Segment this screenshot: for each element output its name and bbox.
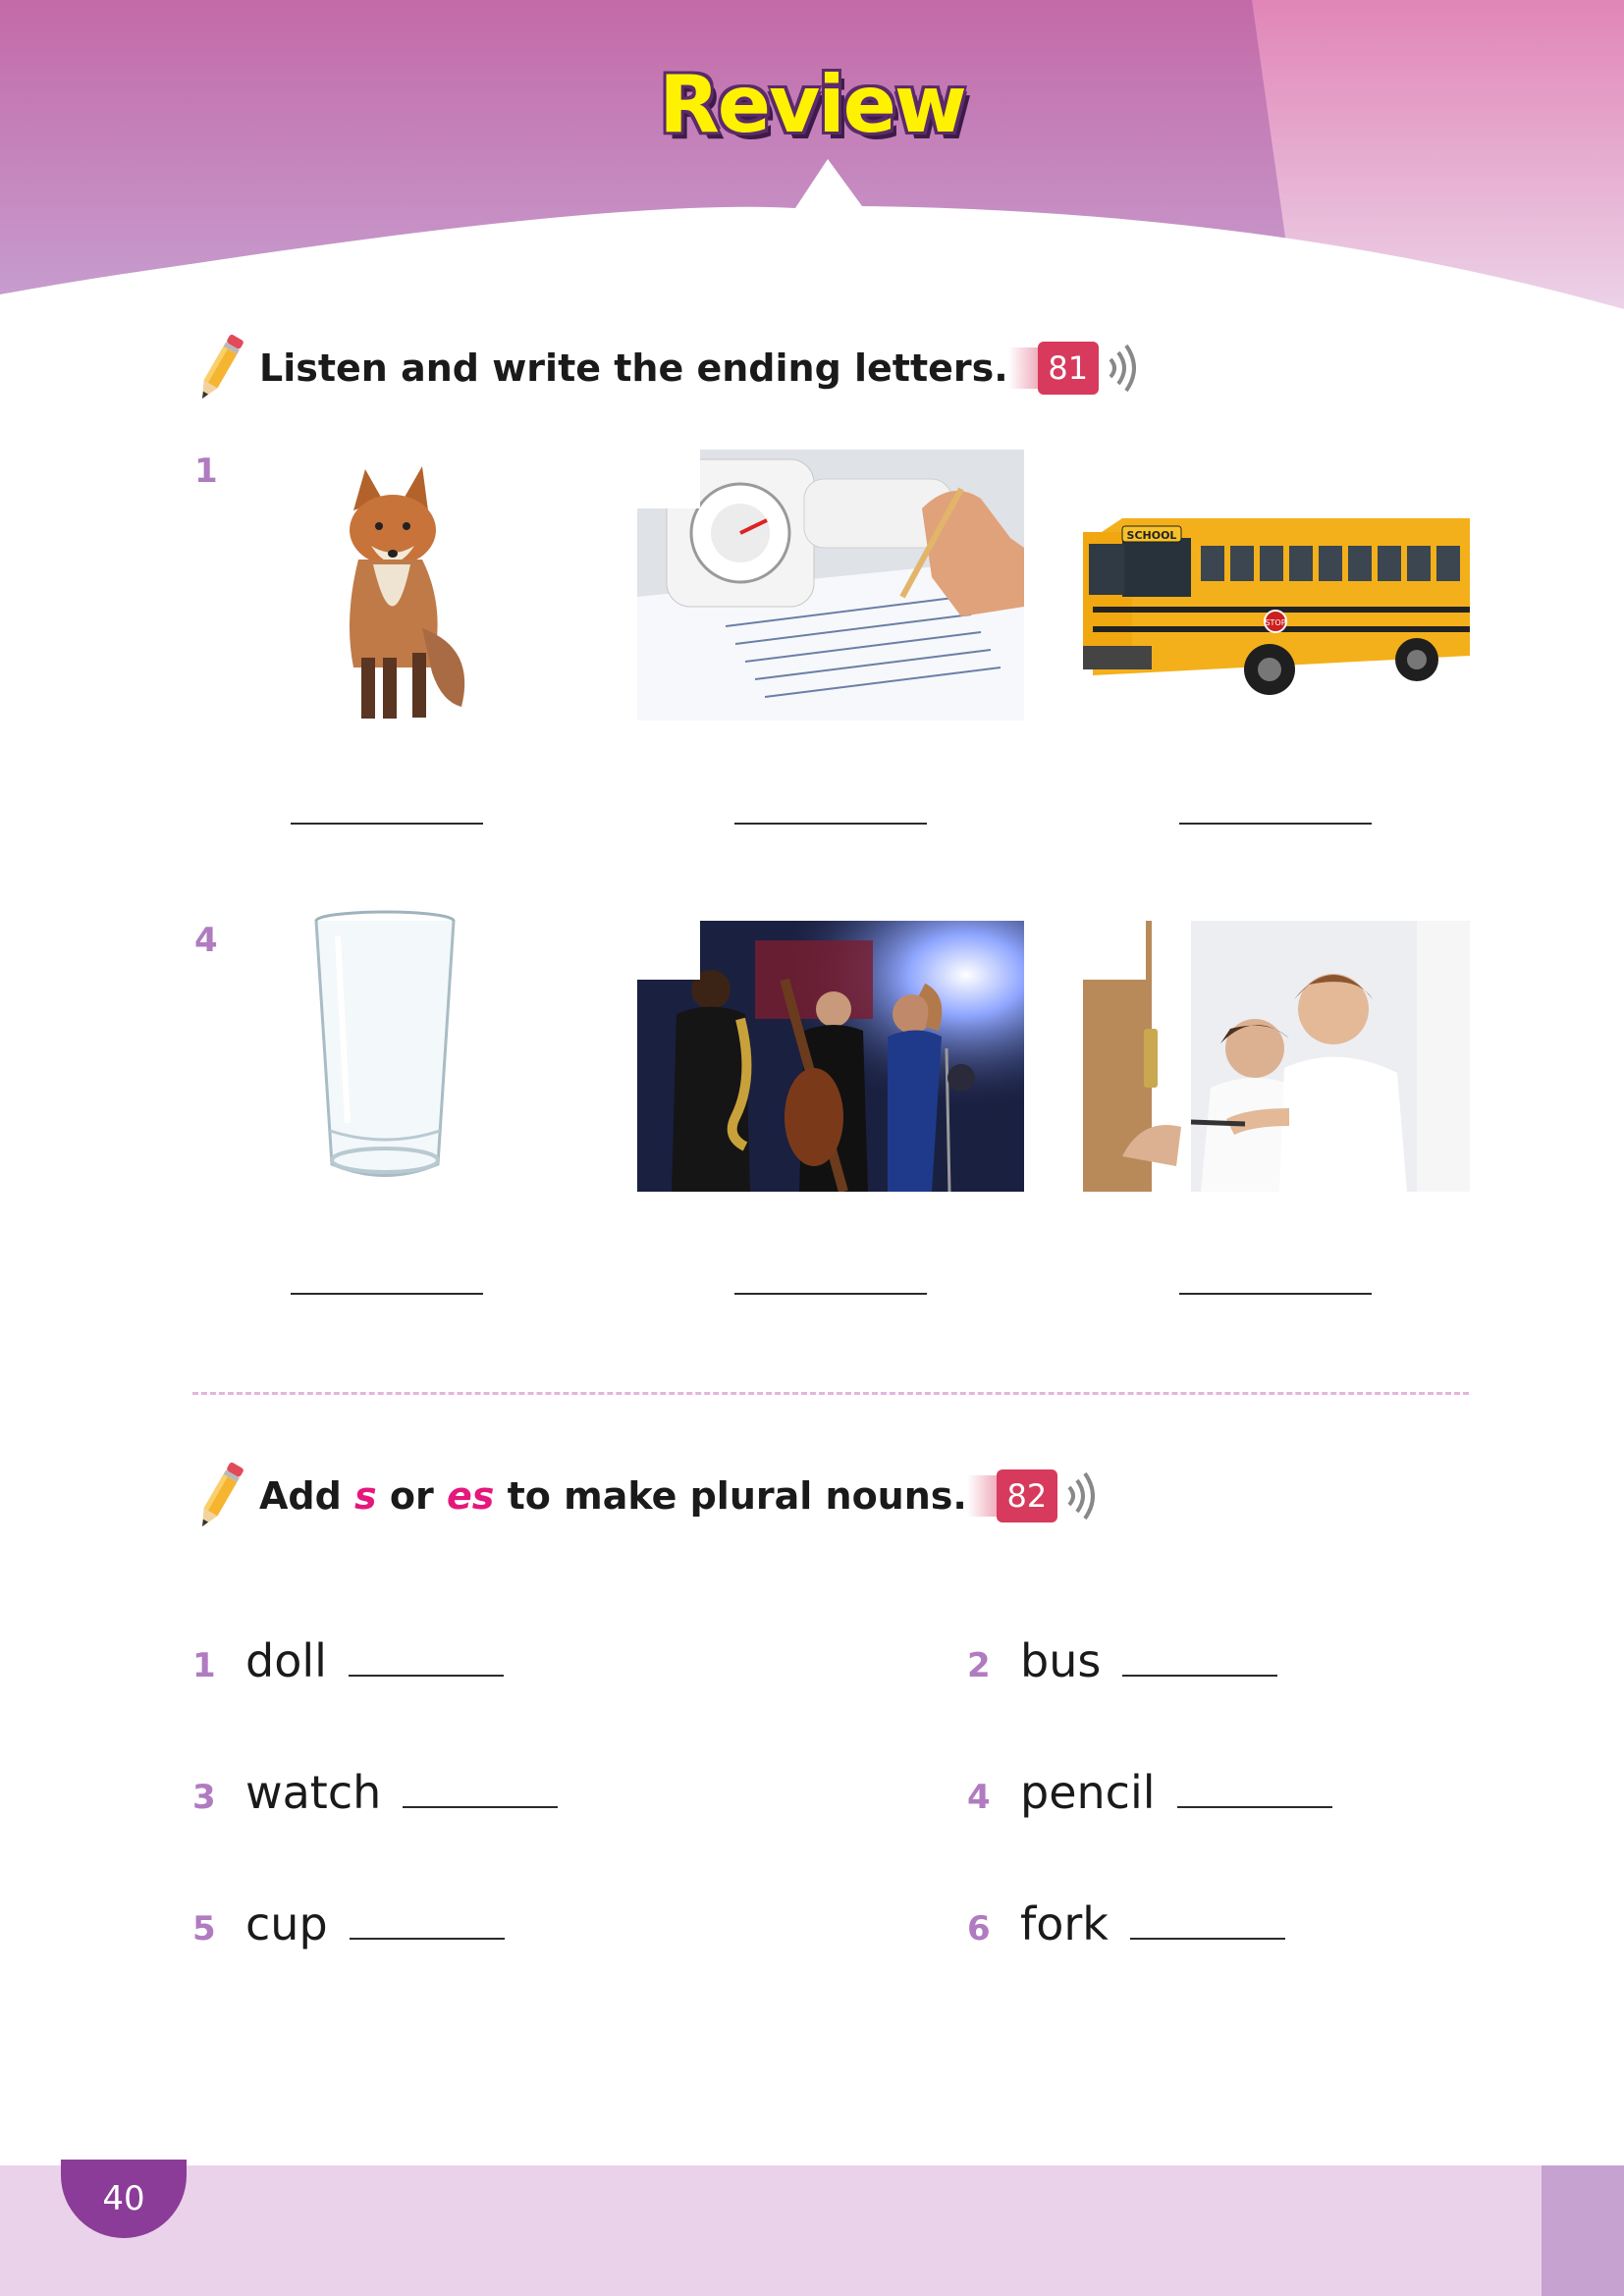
section2-heading bbox=[192, 1462, 1103, 1530]
number-notch bbox=[637, 921, 700, 980]
word-text: doll bbox=[245, 1634, 327, 1687]
section1-instruction: Listen and write the ending letters. bbox=[259, 347, 1008, 390]
section2-instruction bbox=[259, 1474, 967, 1518]
pencil-icon bbox=[192, 331, 247, 405]
answer-line-3[interactable] bbox=[1179, 823, 1372, 825]
word-number: 2 bbox=[967, 1646, 991, 1685]
option-es: es bbox=[446, 1474, 495, 1518]
instruction-text: Add bbox=[259, 1474, 355, 1518]
school-bus-image bbox=[1083, 450, 1470, 721]
header-background bbox=[0, 0, 1624, 314]
number-notch bbox=[637, 450, 700, 508]
section1-heading bbox=[192, 334, 1144, 402]
bus-sign-text: SCHOOL bbox=[1126, 529, 1177, 542]
boy-fixing-door-image bbox=[1083, 921, 1470, 1192]
instruction-text: or bbox=[376, 1474, 447, 1518]
audio-track-81[interactable] bbox=[1038, 342, 1144, 395]
pencil-icon bbox=[192, 1459, 247, 1533]
word-answer-blank[interactable] bbox=[1122, 1645, 1277, 1677]
footer-corner bbox=[1542, 2165, 1624, 2296]
number-notch bbox=[1083, 450, 1146, 508]
word-answer-blank[interactable] bbox=[1130, 1908, 1285, 1940]
audio-waves-icon bbox=[1063, 1469, 1103, 1522]
word-item bbox=[192, 1897, 505, 1950]
audio-track-82[interactable] bbox=[997, 1469, 1103, 1522]
page-title: Review bbox=[659, 59, 965, 150]
answer-line-5[interactable] bbox=[734, 1293, 927, 1295]
answer-line-2[interactable] bbox=[734, 823, 927, 825]
word-item bbox=[967, 1897, 1285, 1950]
track-number-badge: 82 bbox=[997, 1469, 1057, 1522]
word-text: watch bbox=[245, 1766, 382, 1819]
word-text: cup bbox=[245, 1897, 328, 1950]
word-answer-blank[interactable] bbox=[350, 1908, 505, 1940]
timer-test-image bbox=[637, 450, 1024, 721]
word-number: 5 bbox=[192, 1909, 216, 1949]
jazz-band-image bbox=[637, 921, 1024, 1192]
answer-line-4[interactable] bbox=[291, 1293, 483, 1295]
stop-sign-text: STOP bbox=[1265, 618, 1286, 627]
word-answer-blank[interactable] bbox=[403, 1777, 558, 1808]
option-s: s bbox=[354, 1474, 377, 1518]
word-item bbox=[192, 1766, 558, 1819]
word-answer-blank[interactable] bbox=[1177, 1777, 1332, 1808]
answer-line-6[interactable] bbox=[1179, 1293, 1372, 1295]
word-text: fork bbox=[1020, 1897, 1109, 1950]
audio-waves-icon bbox=[1105, 342, 1144, 395]
item-number: 4 bbox=[194, 921, 218, 960]
word-item bbox=[192, 1634, 504, 1687]
number-notch bbox=[1083, 921, 1146, 980]
word-item bbox=[967, 1634, 1277, 1687]
answer-line-1[interactable] bbox=[291, 823, 483, 825]
word-number: 6 bbox=[967, 1909, 991, 1949]
word-text: bus bbox=[1020, 1634, 1102, 1687]
section-divider bbox=[192, 1392, 1469, 1395]
fox-image bbox=[285, 452, 491, 726]
footer-band bbox=[0, 2165, 1624, 2296]
glass-image bbox=[295, 907, 481, 1192]
item-number: 1 bbox=[194, 452, 218, 491]
track-number-badge: 81 bbox=[1038, 342, 1099, 395]
instruction-text: to make plural nouns. bbox=[494, 1474, 967, 1518]
page-number: 40 bbox=[61, 2160, 187, 2238]
word-number: 3 bbox=[192, 1778, 216, 1817]
word-number: 1 bbox=[192, 1646, 216, 1685]
word-text: pencil bbox=[1020, 1766, 1156, 1819]
word-number: 4 bbox=[967, 1778, 991, 1817]
word-item bbox=[967, 1766, 1332, 1819]
header-banner bbox=[0, 0, 1624, 314]
word-answer-blank[interactable] bbox=[349, 1645, 504, 1677]
